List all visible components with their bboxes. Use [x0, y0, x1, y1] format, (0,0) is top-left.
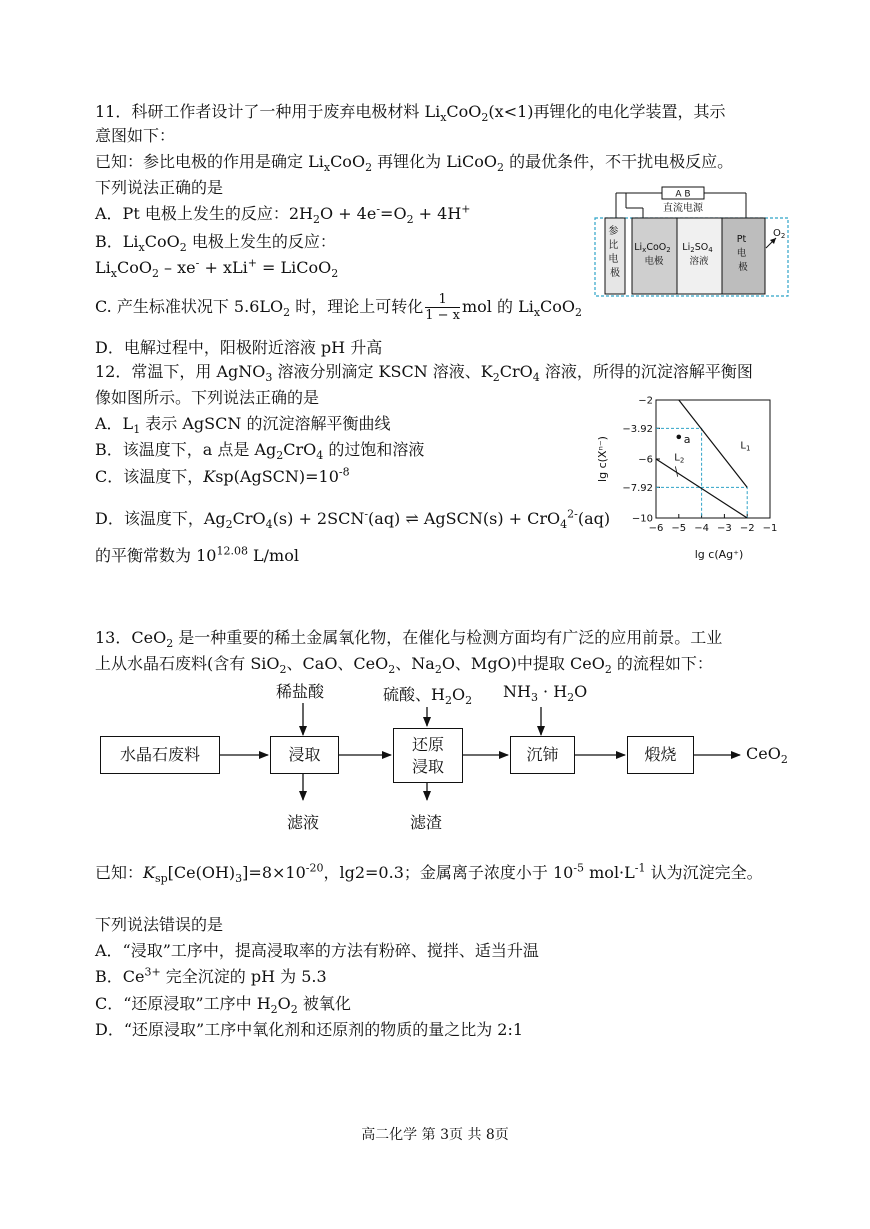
q12-option-d: D．该温度下，$Ag_2CrO_4(s) + 2SCN^-(aq)$ ⇌ AgSCN(s) + CrO$_4^{2-}$(aq) [95, 507, 611, 532]
y-tick-label: −2 [638, 395, 653, 407]
flow-box-raw-material: 水晶石废料 [100, 736, 220, 774]
q11-ask: 下列说法正确的是 [95, 178, 224, 197]
o2-label: $O_2$ [773, 228, 786, 240]
x-tick-label: −4 [694, 523, 709, 534]
q13-known: 已知：$K_{sp}[Ce(OH)_3]=8\times 10^{-20}$，lg2=0.3；金属离子浓度小于 $10^{-5}$ $mol\cdot L^{-1}$ 认为沉淀完全。 [95, 861, 763, 886]
flow-input-acid-peroxide: 硫酸、$H_2O_2$ [383, 685, 473, 708]
q12-option-b: B．该温度下，a 点是 $Ag_2CrO_4$ 的过饱和溶液 [95, 440, 425, 463]
flow-product: CeO$_2$ [746, 744, 788, 767]
series-label-L2: $L_2$ [674, 452, 685, 465]
y-tick-label: −3.92 [622, 423, 653, 435]
flow-input-dilute-hcl: 稀盐酸 [276, 682, 325, 701]
li2so4-solution-label: $Li_2SO_4$ 溶液 [682, 242, 713, 267]
x-tick-label: −2 [739, 523, 755, 534]
reference-electrode-label: 参 比 电 极 [608, 226, 620, 279]
q11-stem-line2: 意图如下： [95, 126, 176, 145]
q12-option-d-line2: 的平衡常数为 $10^{12.08}$ L/mol [95, 544, 299, 565]
q11-option-c: C. 产生标准状况下 $5.6LO_2$ 时，理论上可转化 $\frac{1}{1 - x}$ mol 的 $Li_xCoO_2$ [95, 292, 583, 323]
flow-output-filtrate: 滤液 [287, 813, 320, 832]
q12-stem-line2: 像如图所示。下列说法正确的是 [95, 388, 320, 407]
power-source-label: 直流电源 [663, 203, 703, 214]
q13-option-c: C．“还原浸取”工序中 $H_2O_2$ 被氧化 [95, 994, 351, 1017]
y-tick-label: −7.92 [622, 482, 653, 494]
flow-input-ammonia: $NH_3 \cdot H_2O$ [503, 682, 588, 705]
q11-option-b: B．$Li_xCoO_2$ 电极上发生的反应： [95, 232, 336, 255]
q11-option-a: A．Pt 电极上发生的反应：$2H_2O + 4e^-=O_2 + 4H^+$ [95, 202, 471, 227]
pt-electrode-label: Pt 电 极 [736, 234, 748, 273]
q12-option-a: A．$L_1$ 表示 AgSCN 的沉淀溶解平衡曲线 [95, 414, 391, 437]
point-a-label: a [683, 432, 691, 446]
licoo2-electrode-label: $Li_xCoO_2$ 电极 [634, 242, 671, 267]
flow-box-leaching: 浸取 [270, 736, 339, 774]
y-tick-label: −6 [638, 454, 653, 466]
q13-stem-line2: 上从水晶石废料(含有 SiO$_2$、CaO、CeO$_2$、$Na_2O$、MgO)中提取 CeO$_2$ 的流程如下： [95, 654, 713, 677]
q13-option-b: B．$Ce^{3+}$ 完全沉淀的 pH 为 5.3 [95, 965, 327, 986]
flow-box-calcination: 煅烧 [627, 736, 694, 774]
q11-stem-line1: 11．科研工作者设计了一种用于废弃电极材料 $Li_xCoO_2(x<1)$再锂化的电化学装置，其示 [95, 102, 726, 125]
series-label-L1: $L_1$ [740, 440, 751, 453]
y-tick-label: −10 [631, 513, 653, 525]
q11-option-b-equation: $Li_xCoO_2 - xe^- + xLi^+$ = LiCoO$_2$ [95, 256, 339, 281]
q13-option-a: A．“浸取”工序中，提高浸取率的方法有粉碎、搅拌、适当升温 [95, 941, 539, 960]
y-axis-label: lg c(Xⁿ⁻) [596, 436, 609, 482]
q13-ask: 下列说法错误的是 [95, 915, 224, 934]
q13-option-d: D．“还原浸取”工序中氧化剂和还原剂的物质的量之比为 2:1 [95, 1020, 524, 1039]
x-axis-label: lg c(Ag⁺) [694, 548, 744, 561]
x-tick-label: −6 [648, 523, 664, 534]
q12-option-c: C．该温度下，$Ksp(AgSCN)=10^{-8}$ [95, 465, 350, 486]
x-tick-label: −1 [762, 523, 778, 534]
flow-box-reductive-leaching: 还原 浸取 [393, 728, 463, 783]
power-source-ab: A B [675, 189, 691, 200]
q11-known: 已知：参比电极的作用是确定 $Li_xCoO_2$ 再锂化为 LiCoO$_2$ 的最优条件，不干扰电极反应。 [95, 152, 734, 175]
q12-stem-line1: 12．常温下，用 AgNO$_3$ 溶液分别滴定 KSCN 溶液、$K_2CrO_4$ 溶液，所得的沉淀溶解平衡图 [95, 362, 753, 385]
q11-option-d: D．电解过程中，阳极附近溶液 pH 升高 [95, 338, 383, 357]
x-tick-label: −3 [717, 523, 732, 534]
flow-output-residue: 滤渣 [410, 813, 443, 832]
q13-stem-line1: 13．CeO$_2$ 是一种重要的稀土金属氧化物，在催化与检测方面均有广泛的应用前景。工业 [95, 628, 723, 651]
page-footer: 高二化学 第 3页 共 8页 [361, 1127, 509, 1143]
fraction: $\frac{1}{1 - x}$ [425, 292, 460, 323]
x-tick-label: −5 [671, 523, 687, 534]
flow-box-cerium-precipitation: 沉铈 [510, 736, 575, 774]
